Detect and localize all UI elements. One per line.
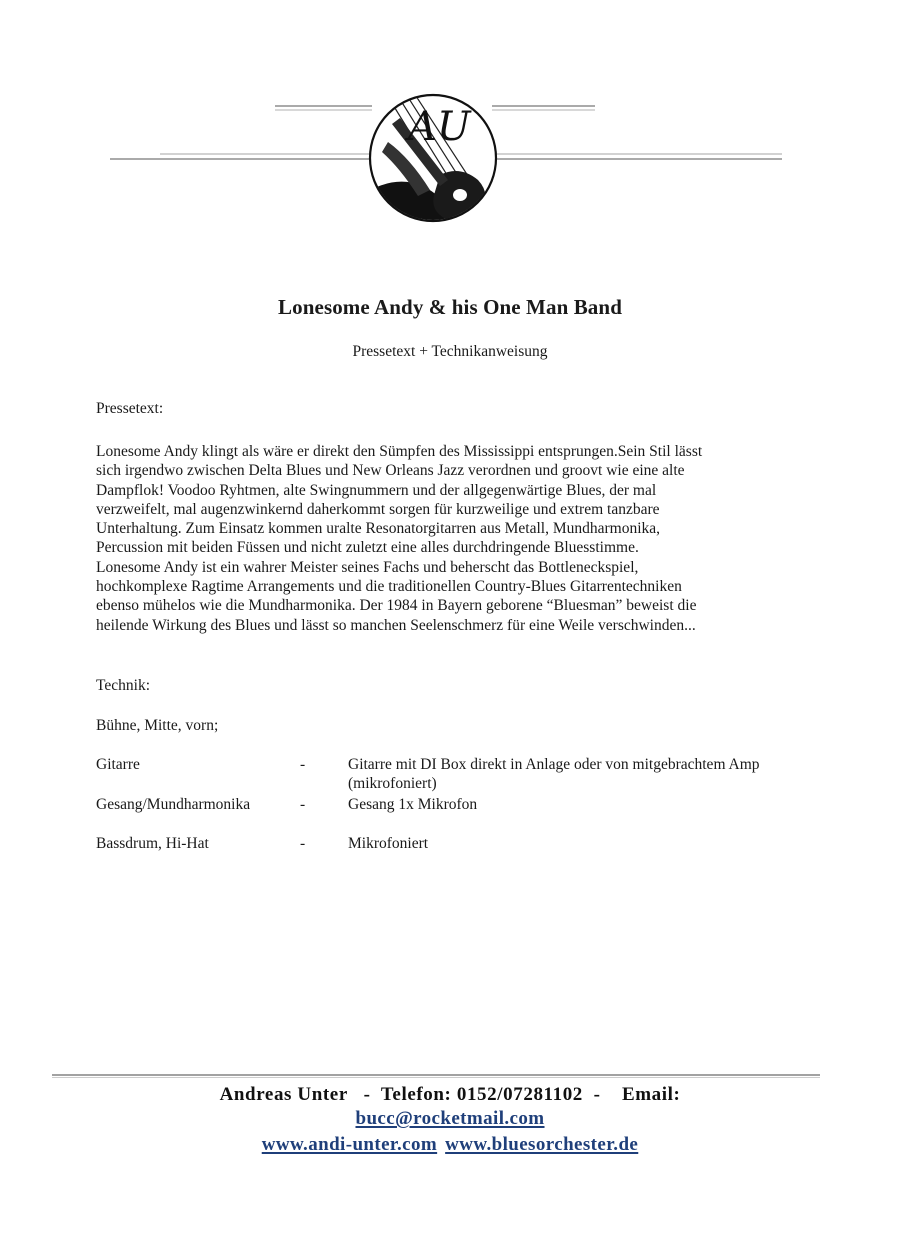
phone-number: 0152/07281102 <box>456 1084 583 1105</box>
tech-instrument: Bassdrum, Hi-Hat <box>96 835 209 852</box>
press-line: Lonesome Andy klingt als wäre er direkt den Sümpfen des Mississippi entsprungen.Sein Stil lässt <box>96 443 703 460</box>
contact-separator: - <box>363 1084 371 1105</box>
press-line: Percussion mit beiden Füssen und nicht zuletzt eine alles durchdringende Bluesstimme. <box>96 539 639 557</box>
footer-contact-line <box>0 1084 900 1106</box>
phone-label: Telefon: <box>380 1084 452 1105</box>
tech-instrument: Gesang/Mundharmonika <box>96 796 251 813</box>
email-link[interactable]: bucc@rocketmail.com <box>355 1108 545 1129</box>
press-line: ebenso mühelos wie die Mundharmonika. Der 1984 in Bayern geborene “Bluesman” beweist die <box>96 597 697 615</box>
website-link-andi-unter[interactable]: www.andi-unter.com <box>261 1134 438 1155</box>
tech-dash: - <box>300 756 306 773</box>
guitar-monogram-logo-icon <box>100 80 790 250</box>
press-heading: Pressetext: <box>96 400 164 417</box>
contact-separator: - <box>593 1084 601 1105</box>
press-text <box>96 442 786 635</box>
press-line: Unterhaltung. Zum Einsatz kommen uralte Resonatorgitarren aus Metall, Mundharmonika, <box>96 520 661 538</box>
footer-websites-line <box>0 1134 900 1156</box>
tech-dash: - <box>300 835 306 852</box>
tech-dash: - <box>300 796 306 813</box>
press-line: heilende Wirkung des Blues und lässt so manchen Seelenschmerz für eine Weile verschwinden... <box>96 616 696 634</box>
tech-description: Gitarre mit DI Box direkt in Anlage oder von mitgebrachtem Amp (mikrofoniert) <box>348 756 760 792</box>
press-line: sich irgendwo zwischen Delta Blues und New Orleans Jazz verordnen und groovt wie eine alte <box>96 462 685 480</box>
tech-description: Gesang 1x Mikrofon <box>348 796 478 813</box>
header-logo <box>100 80 790 250</box>
technik-heading: Technik: <box>96 677 151 694</box>
logo-lettering: AU <box>408 104 471 150</box>
tech-instrument: Gitarre <box>96 756 140 773</box>
footer-email-line <box>0 1108 900 1130</box>
stage-position: Bühne, Mitte, vorn; <box>96 717 219 734</box>
press-line: Dampflok! Voodoo Ryhtmen, alte Swingnummern und der allgegenwärtige Blues, der mal <box>96 481 657 499</box>
footer-divider <box>52 1073 822 1079</box>
press-line: Lonesome Andy ist ein wahrer Meister seines Fachs und beherscht das Bottleneckspiel, <box>96 558 639 576</box>
website-link-bluesorchester[interactable]: www.bluesorchester.de <box>445 1134 639 1155</box>
document-title: Lonesome Andy & his One Man Band <box>278 295 622 319</box>
contact-name: Andreas Unter <box>219 1084 348 1105</box>
press-line: verzweifelt, mal augenzwinkernd daherkommt sorgen für kurzweilige und extrem tanzbare <box>96 500 660 518</box>
document-subtitle: Pressetext + Technikanweisung <box>352 343 548 360</box>
email-label: Email: <box>621 1084 681 1105</box>
tech-description: Mikrofoniert <box>348 835 429 852</box>
press-line: hochkomplexe Ragtime Arrangements und die traditionellen Country-Blues Gitarrentechniken <box>96 578 682 596</box>
